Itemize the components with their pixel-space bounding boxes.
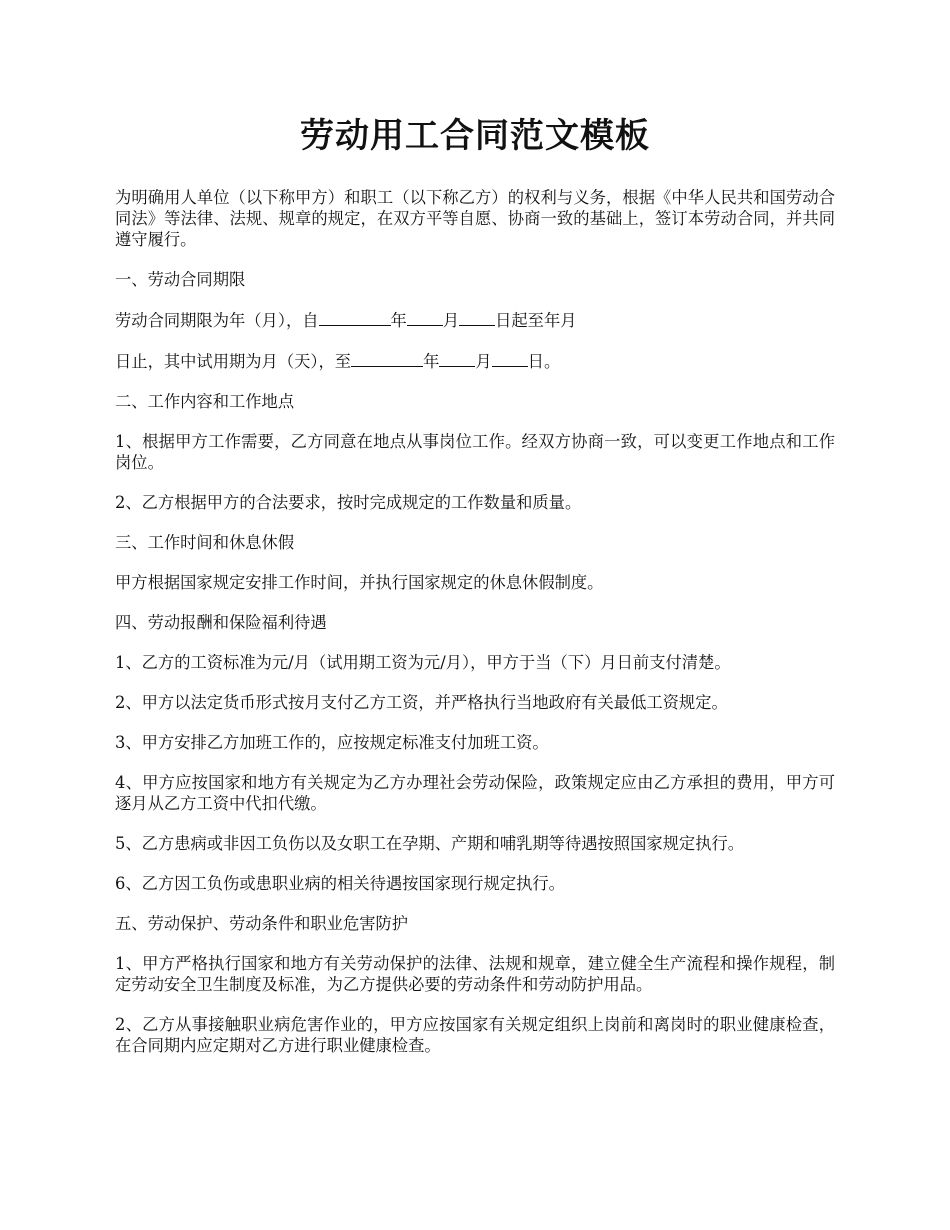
- document-title: 劳动用工合同范文模板: [300, 116, 650, 156]
- protection-paragraph-2: 2、乙方从事接触职业病危害作业的，甲方应按国家有关规定组织上岗前和离岗时的职业健康检查，在合同期内应定期对乙方进行职业健康检查。: [115, 1015, 835, 1055]
- text-segment: 日。: [527, 352, 561, 371]
- text-segment: 劳动合同期限为年（月），自: [115, 311, 319, 330]
- text-segment: 日止，其中试用期为月（天），至: [115, 352, 352, 371]
- term-line-probation: [115, 350, 835, 372]
- text-segment: 年: [423, 352, 440, 371]
- pay-paragraph-2: 2、甲方以法定货币形式按月支付乙方工资，并严格执行当地政府有关最低工资规定。: [115, 693, 728, 712]
- blank-month: [439, 350, 475, 367]
- pay-paragraph-1: 1、乙方的工资标准为元/月（试用期工资为元/月），甲方于当（下）月日前支付清楚。: [115, 653, 731, 672]
- section-heading-hours: 三、工作时间和休息休假: [115, 533, 295, 552]
- text-segment: 月: [442, 311, 460, 330]
- blank-month: [407, 309, 443, 326]
- intro-paragraph: 为明确用人单位（以下称甲方）和职工（以下称乙方）的权利与义务，根据《中华人民共和国劳动合同法》等法律、法规、规章的规定，在双方平等自愿、协商一致的基础上，签订本劳动合同，并共同遵守履行。: [115, 188, 835, 249]
- text-segment: 日起至年月: [495, 311, 577, 330]
- blank-day: [492, 350, 528, 367]
- section-heading-term: 一、劳动合同期限: [115, 270, 246, 289]
- text-segment: 年: [390, 311, 407, 330]
- section-heading-work: 二、工作内容和工作地点: [115, 392, 295, 411]
- hours-paragraph-1: 甲方根据国家规定安排工作时间，并执行国家规定的休息休假制度。: [115, 573, 604, 592]
- text-segment: 月: [475, 352, 492, 371]
- term-line-start: [115, 309, 835, 331]
- pay-paragraph-5: 5、乙方患病或非因工负伤以及女职工在孕期、产期和哺乳期等待遇按照国家规定执行。: [115, 834, 745, 853]
- work-paragraph-1: 1、根据甲方工作需要，乙方同意在地点从事岗位工作。经双方协商一致，可以变更工作地点和工作岗位。: [115, 432, 835, 472]
- work-paragraph-2: 2、乙方根据甲方的合法要求，按时完成规定的工作数量和质量。: [115, 493, 582, 512]
- protection-paragraph-1: 1、甲方严格执行国家和地方有关劳动保护的法律、法规和规章，建立健全生产流程和操作规程，制定劳动安全卫生制度及标准，为乙方提供必要的劳动条件和劳动防护用品。: [115, 954, 835, 994]
- blank-day: [459, 309, 495, 326]
- blank-year: [351, 350, 423, 367]
- pay-paragraph-6: 6、乙方因工负伤或患职业病的相关待遇按国家现行规定执行。: [115, 874, 565, 893]
- blank-year: [319, 309, 391, 326]
- section-heading-pay: 四、劳动报酬和保险福利待遇: [115, 613, 327, 632]
- pay-paragraph-4: 4、甲方应按国家和地方有关规定为乙方办理社会劳动保险，政策规定应由乙方承担的费用，甲方可逐月从乙方工资中代扣代缴。: [115, 773, 835, 813]
- pay-paragraph-3: 3、甲方安排乙方加班工作的，应按规定标准支付加班工资。: [115, 733, 549, 752]
- section-heading-protection: 五、劳动保护、劳动条件和职业危害防护: [115, 914, 409, 933]
